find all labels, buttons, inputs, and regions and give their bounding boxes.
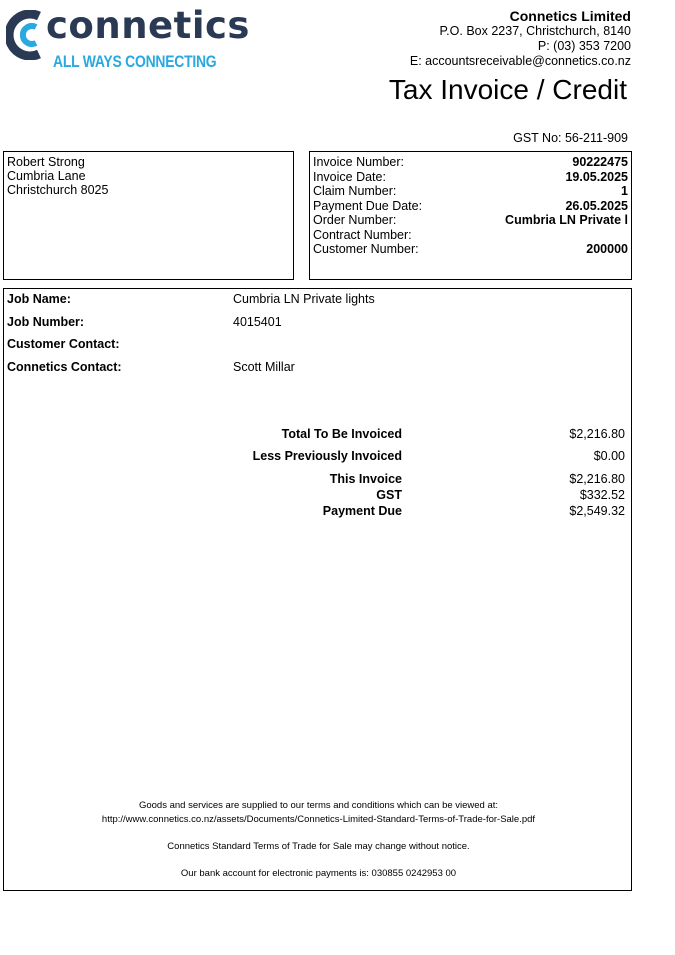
detail-value: 1 — [621, 184, 628, 198]
detail-value: 19.05.2025 — [565, 169, 628, 184]
customer-address-box — [3, 151, 294, 280]
logo-tagline: ALL WAYS CONNECTING — [53, 52, 217, 71]
terms-statement: Goods and services are supplied to our terms and conditions which can be viewed at: — [138, 800, 499, 811]
company-email: E: accountsreceivable@connetics.co.nz — [409, 54, 631, 68]
detail-label: Contract Number: — [313, 227, 412, 242]
detail-label: Order Number: — [313, 213, 397, 227]
detail-value: 200000 — [586, 242, 628, 256]
gst-label: GST — [376, 488, 402, 502]
this-invoice-label: This Invoice — [329, 472, 402, 486]
customer-name: Robert Strong — [7, 155, 85, 169]
gst-number: GST No: 56-211-909 — [513, 131, 628, 145]
previously-invoiced-value: $0.00 — [593, 449, 625, 463]
customer-street: Cumbria Lane — [7, 169, 86, 183]
invoice-details-box — [309, 151, 632, 280]
terms-notice: Connetics Standard Terms of Trade for Sale may change without notice. — [167, 841, 470, 852]
order-number-row — [313, 213, 628, 228]
job-label: Job Name: — [7, 292, 71, 306]
company-name: Connetics Limited — [509, 8, 631, 24]
detail-label: Customer Number: — [313, 242, 419, 256]
logo-wordmark: connetics — [46, 4, 250, 47]
bank-account-statement: Our bank account for electronic payments is: 030855 0242953 00 — [180, 868, 457, 879]
detail-value: Cumbria LN Private l — [505, 213, 628, 227]
payment-due-date-row — [313, 199, 628, 214]
company-logo — [6, 4, 250, 72]
payment-due-value: $2,549.32 — [569, 504, 625, 518]
total-value: $2,216.80 — [569, 427, 625, 441]
job-label: Job Number: — [7, 315, 85, 329]
this-invoice-value: $2,216.80 — [569, 472, 625, 486]
invoice-body-box — [3, 288, 632, 891]
claim-number-row — [313, 184, 628, 199]
payment-due-label: Payment Due — [322, 504, 402, 518]
gst-value: $332.52 — [579, 488, 625, 502]
job-value: Scott Millar — [233, 360, 295, 374]
invoice-number-row — [313, 155, 628, 170]
detail-label: Invoice Date: — [313, 169, 386, 184]
customer-city: Christchurch 8025 — [7, 183, 109, 197]
job-label: Connetics Contact: — [7, 360, 122, 374]
job-value: Cumbria LN Private lights — [233, 292, 375, 306]
detail-value: 90222475 — [572, 155, 628, 169]
detail-label: Payment Due Date: — [313, 198, 423, 213]
document-title: Tax Invoice / Credit — [388, 74, 627, 105]
company-info — [410, 8, 631, 69]
previously-invoiced-label: Less Previously Invoiced — [252, 449, 402, 463]
job-label: Customer Contact: — [7, 337, 120, 351]
detail-label: Invoice Number: — [313, 155, 405, 169]
detail-label: Claim Number: — [313, 184, 397, 198]
contract-number-row — [313, 228, 628, 243]
job-value: 4015401 — [233, 315, 282, 329]
terms-url: http://www.connetics.co.nz/assets/Documents/Connetics-Limited-Standard-Terms-of-Trade-for-Sale.pdf — [101, 814, 536, 825]
company-address: P.O. Box 2237, Christchurch, 8140 — [439, 24, 631, 38]
company-phone: P: (03) 353 7200 — [537, 39, 631, 53]
detail-value: 26.05.2025 — [565, 198, 628, 213]
total-label: Total To Be Invoiced — [281, 427, 402, 441]
invoice-date-row — [313, 170, 628, 185]
customer-number-row — [313, 242, 628, 257]
